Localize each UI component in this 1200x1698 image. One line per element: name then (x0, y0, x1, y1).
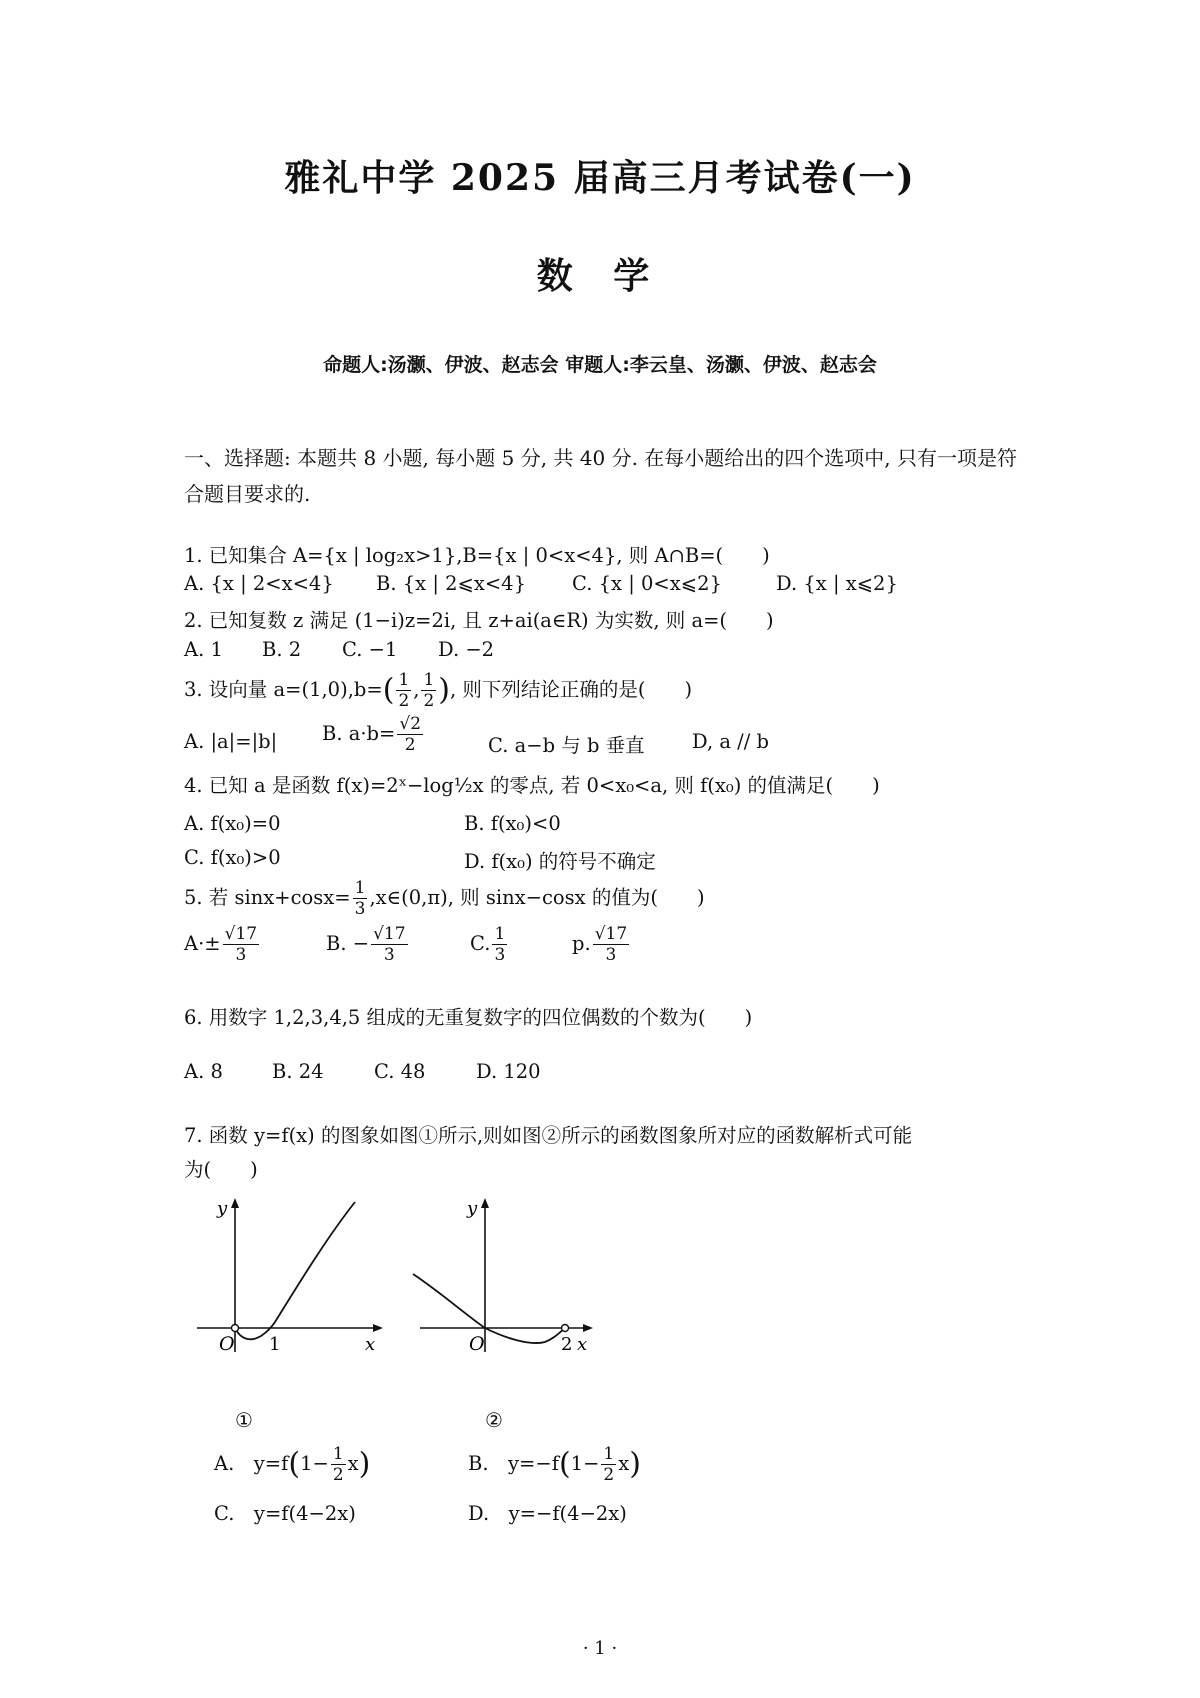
q5-option-d-pre: p. (572, 932, 591, 955)
q7-option-b-num: 1 (603, 1444, 615, 1464)
q6-option-a: A. 8 (184, 1060, 223, 1083)
q5-frac-den: 3 (354, 899, 366, 919)
q5-option-b-frac (371, 924, 407, 965)
q3-stem-post: , 则下列结论正确的是( ) (450, 678, 693, 701)
fig1-x-label: x (365, 1334, 376, 1355)
q6-option-d: D. 120 (476, 1060, 541, 1083)
q5-option-c-pre: C. (470, 932, 491, 955)
fig1-x-arrow (373, 1324, 383, 1332)
fig2-origin-label: O (469, 1333, 485, 1355)
q7-figure-1 (195, 1190, 395, 1360)
q1-option-a: A. {x | 2<x<4} (184, 572, 334, 595)
q5-stem-pre: 5. 若 sinx+cosx= (184, 886, 351, 909)
fig1-tick-label: 1 (269, 1334, 281, 1355)
q7-option-a-pre: A. y=f (214, 1452, 289, 1475)
exam-subject: 数 学 (536, 255, 664, 297)
q3-option-b-num: √2 (399, 714, 422, 734)
q5-option-a-pre: A·± (184, 932, 221, 955)
q4-option-b: B. f(x₀)<0 (464, 812, 561, 835)
q4-option-d: D. f(x₀) 的符号不确定 (464, 850, 656, 873)
q7-stem-line2: 为( ) (184, 1158, 258, 1181)
q7-option-b-lparen: ( (558, 1446, 571, 1482)
q7-figure-2 (405, 1190, 605, 1360)
fig2-open-point (562, 1325, 569, 1332)
q2-option-b: B. 2 (262, 638, 302, 661)
q5-frac (353, 878, 368, 919)
q7-option-b-den: 2 (603, 1465, 615, 1485)
q5-option-d (572, 924, 631, 965)
q3-option-a: A. |a|=|b| (184, 730, 278, 753)
q6-option-c: C. 48 (374, 1060, 426, 1083)
fig1-y-arrow (231, 1198, 239, 1208)
q7-option-d: D. y=−f(4−2x) (468, 1502, 627, 1525)
exam-authors: 命题人:汤灏、伊波、赵志会 审题人:李云皇、汤灏、伊波、赵志会 (323, 354, 877, 376)
q3-stem: 3. 设向量 a=(1,0),b=( $\frac{1}{2}$ , $\frac{1}{2}$ ), 则下列结论正确的是( ) (184, 670, 693, 711)
q2-option-d: D. −2 (438, 638, 495, 661)
q3-right-paren: ) (438, 672, 451, 708)
q3-option-b-den: 2 (404, 735, 416, 755)
q3-frac-2 (421, 670, 436, 711)
exam-title: 雅礼中学 2025 届高三月考试卷(一) (284, 157, 916, 199)
q5-frac-num: 1 (354, 878, 366, 898)
q5-option-d-num: √17 (594, 924, 628, 944)
q7-option-a-lparen: ( (288, 1446, 301, 1482)
fig2-y-arrow (481, 1198, 489, 1208)
q5-option-c-frac (492, 924, 507, 965)
q7-option-c: C. y=f(4−2x) (214, 1502, 356, 1525)
fig2-x-arrow (583, 1324, 593, 1332)
q5-option-c-den: 3 (494, 945, 506, 965)
q7-figure-1-label: ① (235, 1408, 253, 1432)
q7-option-b-pre: B. y=−f (468, 1452, 559, 1475)
fig1-origin-label: O (219, 1333, 235, 1355)
q2-option-c: C. −1 (342, 638, 398, 661)
q7-option-a-in2: x (347, 1452, 359, 1475)
q5-stem-post: ,x∈(0,π), 则 sinx−cosx 的值为( ) (369, 886, 705, 909)
q5-option-d-den: 3 (605, 945, 617, 965)
q3-option-b (322, 714, 425, 755)
q3-option-d: D, a // b (692, 730, 769, 753)
q7-option-b-in2: x (618, 1452, 630, 1475)
fig1-curve (235, 1202, 355, 1339)
q2-option-a: A. 1 (184, 638, 223, 661)
q1-option-d: D. {x | x⩽2} (776, 572, 898, 595)
q5-stem (184, 878, 1044, 919)
q3-frac-1-den: 2 (398, 691, 410, 711)
q7-option-a (214, 1444, 370, 1485)
q4-option-c: C. f(x₀)>0 (184, 846, 281, 869)
q3-frac-2-den: 2 (423, 691, 435, 711)
q5-option-a (184, 924, 261, 965)
q7-option-b-frac (601, 1444, 616, 1485)
q2-stem: 2. 已知复数 z 满足 (1−i)z=2i, 且 z+ai(a∈R) 为实数, 则 a=( ) (184, 609, 774, 632)
q1-option-b: B. {x | 2⩽x<4} (376, 572, 526, 595)
q3-option-b-pre: B. a·b= (322, 722, 396, 745)
q3-option-b-frac (397, 714, 423, 755)
q3-left-paren: ( (382, 672, 395, 708)
q7-option-b (468, 1444, 641, 1485)
q3-frac-2-num: 1 (423, 670, 435, 690)
fig2-tick-label: 2 (561, 1334, 573, 1355)
fig1-open-point (232, 1325, 239, 1332)
q7-option-b-rparen: ) (629, 1446, 641, 1482)
q3-stem-pre: 3. 设向量 a=(1,0),b= (184, 678, 383, 701)
q3-frac-1-num: 1 (398, 670, 410, 690)
q5-option-a-frac (223, 924, 259, 965)
fig2-x-label: x (577, 1334, 588, 1355)
q7-option-a-num: 1 (332, 1444, 344, 1464)
fig2-y-label: y (467, 1198, 478, 1219)
page-number: · 1 · (582, 1638, 618, 1659)
fig2-curve (413, 1274, 565, 1343)
q3-option-c: C. a−b 与 b 垂直 (488, 734, 645, 757)
q7-stem-line1: 7. 函数 y=f(x) 的图象如图①所示,则如图②所示的函数图象所对应的函数解析式可能 (184, 1124, 913, 1147)
q7-option-a-rparen: ) (358, 1446, 371, 1482)
q3-frac-1 (396, 670, 411, 711)
q4-stem: 4. 已知 a 是函数 f(x)=2ˣ−log½x 的零点, 若 0<x₀<a, 则 f(x₀) 的值满足( ) (184, 774, 880, 797)
section-intro: 一、选择题: 本题共 8 小题, 每小题 5 分, 共 40 分. 在每小题给出的四个选项中, 只有一项是符合题目要求的. (184, 446, 1017, 506)
q6-option-b: B. 24 (272, 1060, 324, 1083)
q4-option-a: A. f(x₀)=0 (184, 812, 281, 835)
q7-option-a-den: 2 (332, 1465, 344, 1485)
q5-option-a-den: 3 (235, 945, 247, 965)
q1-option-c: C. {x | 0<x⩽2} (572, 572, 722, 595)
q5-option-c-num: 1 (494, 924, 506, 944)
q1-stem: 1. 已知集合 A={x | log₂x>1},B={x | 0<x<4}, 则 A∩B=( ) (184, 544, 770, 567)
q5-option-b (326, 924, 410, 965)
q5-option-a-num: √17 (224, 924, 258, 944)
fig1-y-label: y (217, 1198, 228, 1219)
q5-option-c (470, 924, 509, 965)
q7-option-a-in1: 1− (300, 1452, 329, 1475)
q6-stem: 6. 用数字 1,2,3,4,5 组成的无重复数字的四位偶数的个数为( ) (184, 1006, 753, 1029)
q7-option-a-frac (331, 1444, 346, 1485)
q5-option-b-pre: B. − (326, 932, 370, 955)
q7-figure-2-label: ② (485, 1408, 503, 1432)
q5-option-b-num: √17 (373, 924, 406, 944)
q5-option-b-den: 3 (383, 945, 395, 965)
q5-option-d-frac (593, 924, 629, 965)
q7-option-b-in1: 1− (570, 1452, 600, 1475)
